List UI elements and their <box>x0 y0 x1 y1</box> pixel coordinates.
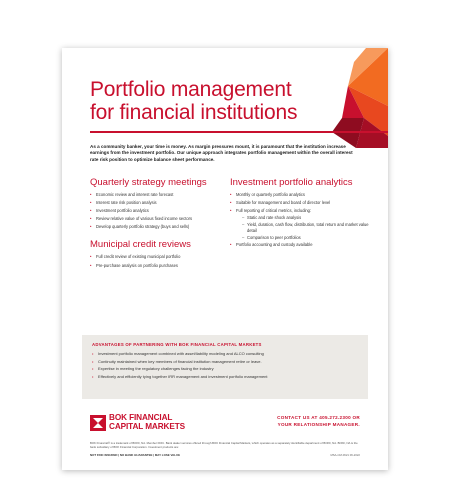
contact-callout <box>277 415 360 429</box>
list-item: • Economic review and interest rate forecast <box>90 191 230 199</box>
bullet-icon: • <box>90 208 92 214</box>
dash-icon: – <box>242 221 245 227</box>
sublist-item: – Comparison to peer portfolios <box>242 234 301 240</box>
list-item: • Investment portfolio management combined with asset/liability modeling and ALCO consulting <box>92 351 264 356</box>
bullet-icon: • <box>92 373 94 379</box>
brand-line-1: BOK FINANCIAL <box>109 413 173 422</box>
bullet-icon: • <box>92 358 94 364</box>
fine-print: BOK Financial® is a trademark of BOKF, NA. Member FDIC. Bank dealer services offered through BOK Financial Capital Markets, which operates as a separately identifiable department of BOKF, NA. BOKF, NA is the bank subsidiary of BOK Financial Corporation. Investment products are: <box>90 441 358 449</box>
quarterly-list <box>90 191 230 231</box>
bullet-icon: • <box>230 241 232 247</box>
bullet-icon: • <box>230 208 232 214</box>
right-column <box>230 177 370 257</box>
contact-line-2: YOUR RELATIONSHIP MANAGER. <box>277 421 360 427</box>
intro-paragraph: As a community banker, your time is money. As margin pressures mount, it is paramount that the institution increase earnings from the investment portfolio. Our unique approach integrates portfolio management within the overall interest rate risk position to optimize balance sheet performance. <box>90 144 353 162</box>
list-item: • Expertise in meeting the regulatory challenges facing the industry <box>92 366 214 371</box>
title-divider <box>90 131 388 133</box>
list-item: • Full credit review of existing municipal portfolio <box>90 253 230 261</box>
list-item: • Interest rate risk position analysis <box>90 199 230 207</box>
flyer-page <box>62 48 388 470</box>
list-item: • Portfolio accounting and custody available <box>230 241 370 249</box>
advantages-heading: ADVANTAGES OF PARTNERING WITH BOK FINANCIAL CAPITAL MARKETS <box>92 342 262 347</box>
bullet-icon: • <box>90 262 92 268</box>
left-column <box>90 177 230 278</box>
title-line-2: for financial institutions <box>90 101 298 124</box>
bullet-icon: • <box>90 254 92 260</box>
brand-name <box>109 414 185 431</box>
list-item: • Develop quarterly portfolio strategy (buys and sells) <box>90 223 230 231</box>
bok-logo-mark-icon <box>90 415 106 431</box>
analytics-heading: Investment portfolio analytics <box>230 177 353 188</box>
list-item: • Monthly or quarterly portfolio analytics <box>230 191 370 199</box>
advantages-list <box>92 350 358 380</box>
bullet-icon: • <box>90 216 92 222</box>
dash-icon: – <box>242 215 245 221</box>
municipal-heading: Municipal credit reviews <box>90 239 191 251</box>
disclaimer: NOT FDIC INSURED | NO BANK GUARANTEE | MAY LOSE VALUE <box>90 453 181 457</box>
sublist-item: – Yield, duration, cash flow, distribution, total return and market value detail <box>242 221 369 234</box>
bullet-icon: • <box>90 224 92 230</box>
brand-logo <box>90 411 230 435</box>
list-item: • Pre-purchase analysis on portfolio purchases <box>90 262 230 270</box>
bullet-icon: • <box>90 192 92 197</box>
bullet-icon: • <box>92 366 94 371</box>
list-item: • Effectively and efficiently tying together IRR management and investment portfolio management <box>92 373 268 379</box>
bullet-icon: • <box>92 351 94 356</box>
list-item: • Suitable for management and board of director level <box>230 199 370 207</box>
list-item: • Review relative value of various fixed income sectors <box>90 215 230 223</box>
dash-icon: – <box>242 234 245 240</box>
corner-graphic-icon <box>304 48 388 148</box>
list-item: • Full reporting of critical metrics, including: – Static and rate shock analysis – Yield, duration, cash flow, distribution, total return and market value detail – Comparison to peer portfolios <box>230 208 369 240</box>
document-id: MSA-CM-0621 06-2022 <box>330 453 360 457</box>
analytics-sublist <box>236 215 370 241</box>
analytics-list <box>230 191 370 249</box>
title-line-1: Portfolio management <box>90 78 292 101</box>
contact-line-1: CONTACT US AT 405.272.2300 OR <box>277 415 360 420</box>
brand-line-2: CAPITAL MARKETS <box>109 421 185 431</box>
advantages-panel <box>82 335 368 399</box>
page-title <box>90 78 320 124</box>
bullet-icon: • <box>230 200 232 206</box>
bullet-icon: • <box>230 192 232 197</box>
municipal-list <box>90 253 230 269</box>
list-item: • Continuity maintained when key members of financial institution management retire or leave. <box>92 358 262 364</box>
sublist-item: – Static and rate shock analysis <box>242 215 302 221</box>
bullet-icon: • <box>90 200 92 206</box>
quarterly-heading: Quarterly strategy meetings <box>90 177 207 188</box>
list-item: • Investment portfolio analytics <box>90 207 230 215</box>
